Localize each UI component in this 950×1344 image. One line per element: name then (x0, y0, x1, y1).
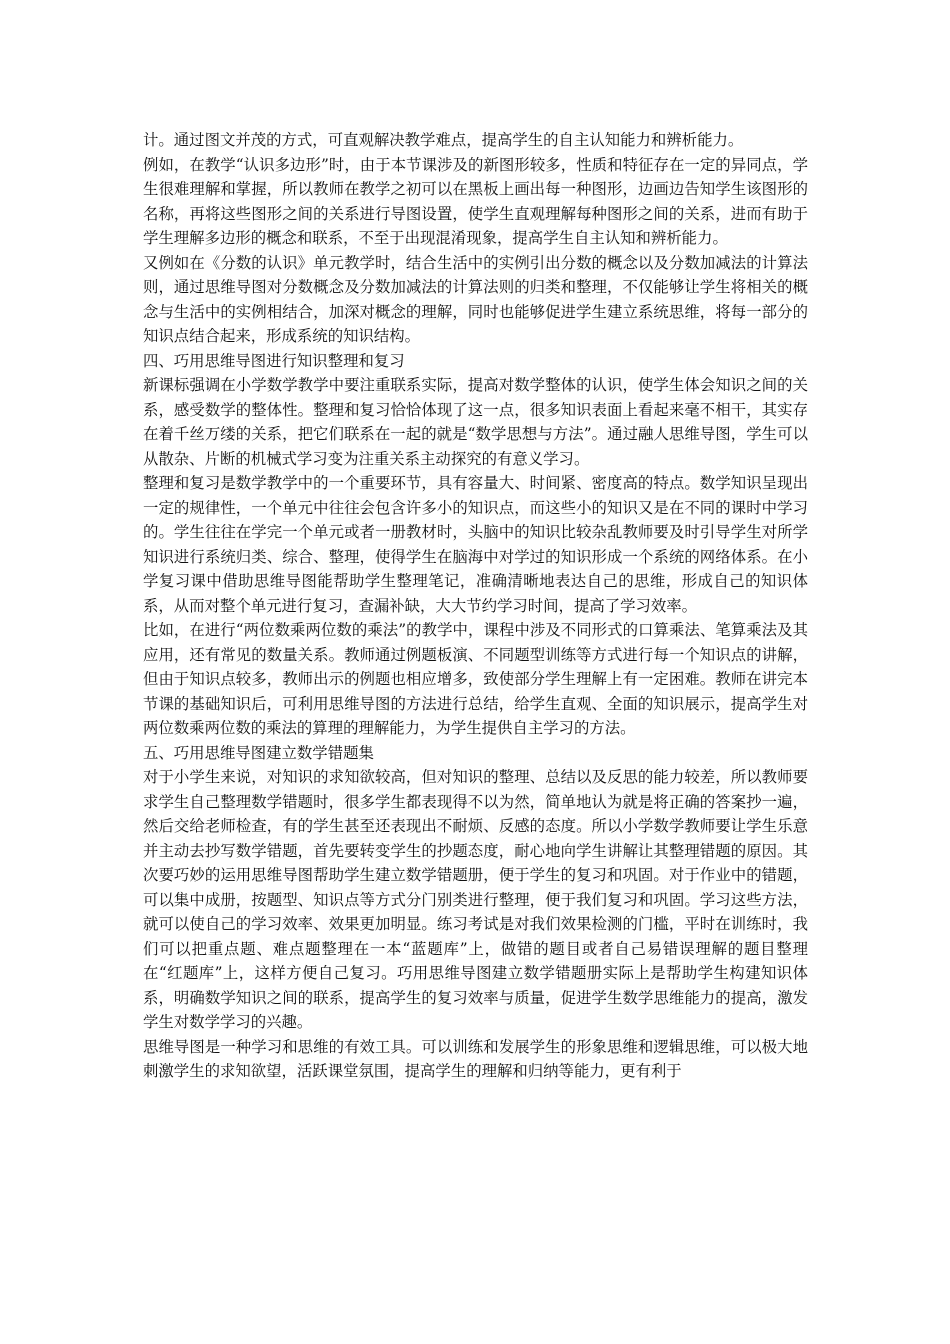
paragraph: 比如，在进行“两位数乘两位数的乘法”的教学中，课程中涉及不同形式的口算乘法、笔算乘法及其应用，还有常见的数量关系。教师通过例题板演、不同题型训练等方式进行每一个知识点的讲解，但由于知识点较多，教师出示的例题也相应增多，致使部分学生理解上有一定困难。教师在讲完本节课的基础知识后，可利用思维导图的方法进行总结，给学生直观、全面的知识展示，提高学生对两位数乘两位数的乘法的算理的理解能力，为学生提供自主学习的方法。 (143, 621, 808, 737)
section-heading: 五、巧用思维导图建立数学错题集 (143, 743, 374, 762)
paragraph: 新课标强调在小学数学教学中要注重联系实际，提高对数学整体的认识，使学生体会知识之间的关系，感受数学的整体性。整理和复习恰恰体现了这一点，很多知识表面上看起来毫不相干，其实存在着千丝万缕的关系，把它们联系在一起的就是“数学思想与方法”。通过融人思维导图，学生可以从散杂、片断的机械式学习变为注重关系主动探究的有意义学习。 (143, 376, 808, 468)
paragraph: 思维导图是一种学习和思维的有效工具。可以训练和发展学生的形象思维和逻辑思维，可以极大地刺激学生的求知欲望，活跃课堂氛围，提高学生的理解和归纳等能力，更有利于 (143, 1037, 808, 1080)
section-heading: 四、巧用思维导图进行知识整理和复习 (143, 351, 405, 370)
document-page (143, 128, 808, 1084)
paragraph: 例如，在教学“认识多边形”时，由于本节课涉及的新图形较多，性质和特征存在一定的异同点，学生很难理解和掌握，所以教师在教学之初可以在黑板上画出每一种图形，边画边告知学生该图形的名称，再将这些图形之间的关系进行导图设置，使学生直观理解每种图形之间的关系，进而有助于学生理解多边形的概念和联系，不至于出现混淆现象，提高学生自主认知和辨析能力。 (143, 155, 808, 247)
paragraph: 整理和复习是数学教学中的一个重要环节，具有容量大、时间紧、密度高的特点。数学知识呈现出一定的规律性，一个单元中往往会包含许多小的知识点，而这些小的知识又是在不同的课时中学习的。学生往往在学完一个单元或者一册教材时，头脑中的知识比较杂乱教师要及时引导学生对所学知识进行系统归类、综合、整理，使得学生在脑海中对学过的知识形成一个系统的网络体系。在小学复习课中借助思维导图能帮助学生整理笔记，准确清晰地表达自己的思维，形成自己的知识体系，从而对整个单元进行复习，查漏补缺，大大节约学习时间，提高了学习效率。 (143, 474, 808, 615)
paragraph: 又例如在《分数的认识》单元教学时，结合生活中的实例引出分数的概念以及分数加减法的计算法则，通过思维导图对分数概念及分数加减法的计算法则的归类和整理，不仅能够让学生将相关的概念与生活中的实例相结合，加深对概念的理解，同时也能够促进学生建立系统思维，将每一部分的知识点结合起来，形成系统的知识结构。 (143, 253, 808, 345)
paragraph: 计。通过图文并茂的方式，可直观解决教学难点，提高学生的自主认知能力和辨析能力。 (143, 131, 744, 149)
paragraph: 对于小学生来说，对知识的求知欲较高，但对知识的整理、总结以及反思的能力较差，所以教师要求学生自己整理数学错题时，很多学生都表现得不以为然，简单地认为就是将正确的答案抄一遍，然后交给老师检查，有的学生甚至还表现出不耐烦、反感的态度。所以小学数学教师要让学生乐意并主动去抄写数学错题，首先要转变学生的抄题态度，耐心地向学生讲解让其整理错题的原因。其次要巧妙的运用思维导图帮助学生建立数学错题册，便于学生的复习和巩固。对于作业中的错题，可以集中成册，按题型、知识点等方式分门别类进行整理，便于我们复习和巩固。学习这些方法，就可以使自己的学习效率、效果更加明显。练习考试是对我们效果检测的门槛，平时在训练时，我们可以把重点题、难点题整理在一本“蓝题库”上，做错的题目或者自己易错误理解的题目整理在“红题库”上，这样方便自己复习。巧用思维导图建立数学错题册实际上是帮助学生构建知识体系，明确数学知识之间的联系，提高学生的复习效率与质量，促进学生数学思维能力的提高，激发学生对数学学习的兴趣。 (143, 768, 808, 1031)
